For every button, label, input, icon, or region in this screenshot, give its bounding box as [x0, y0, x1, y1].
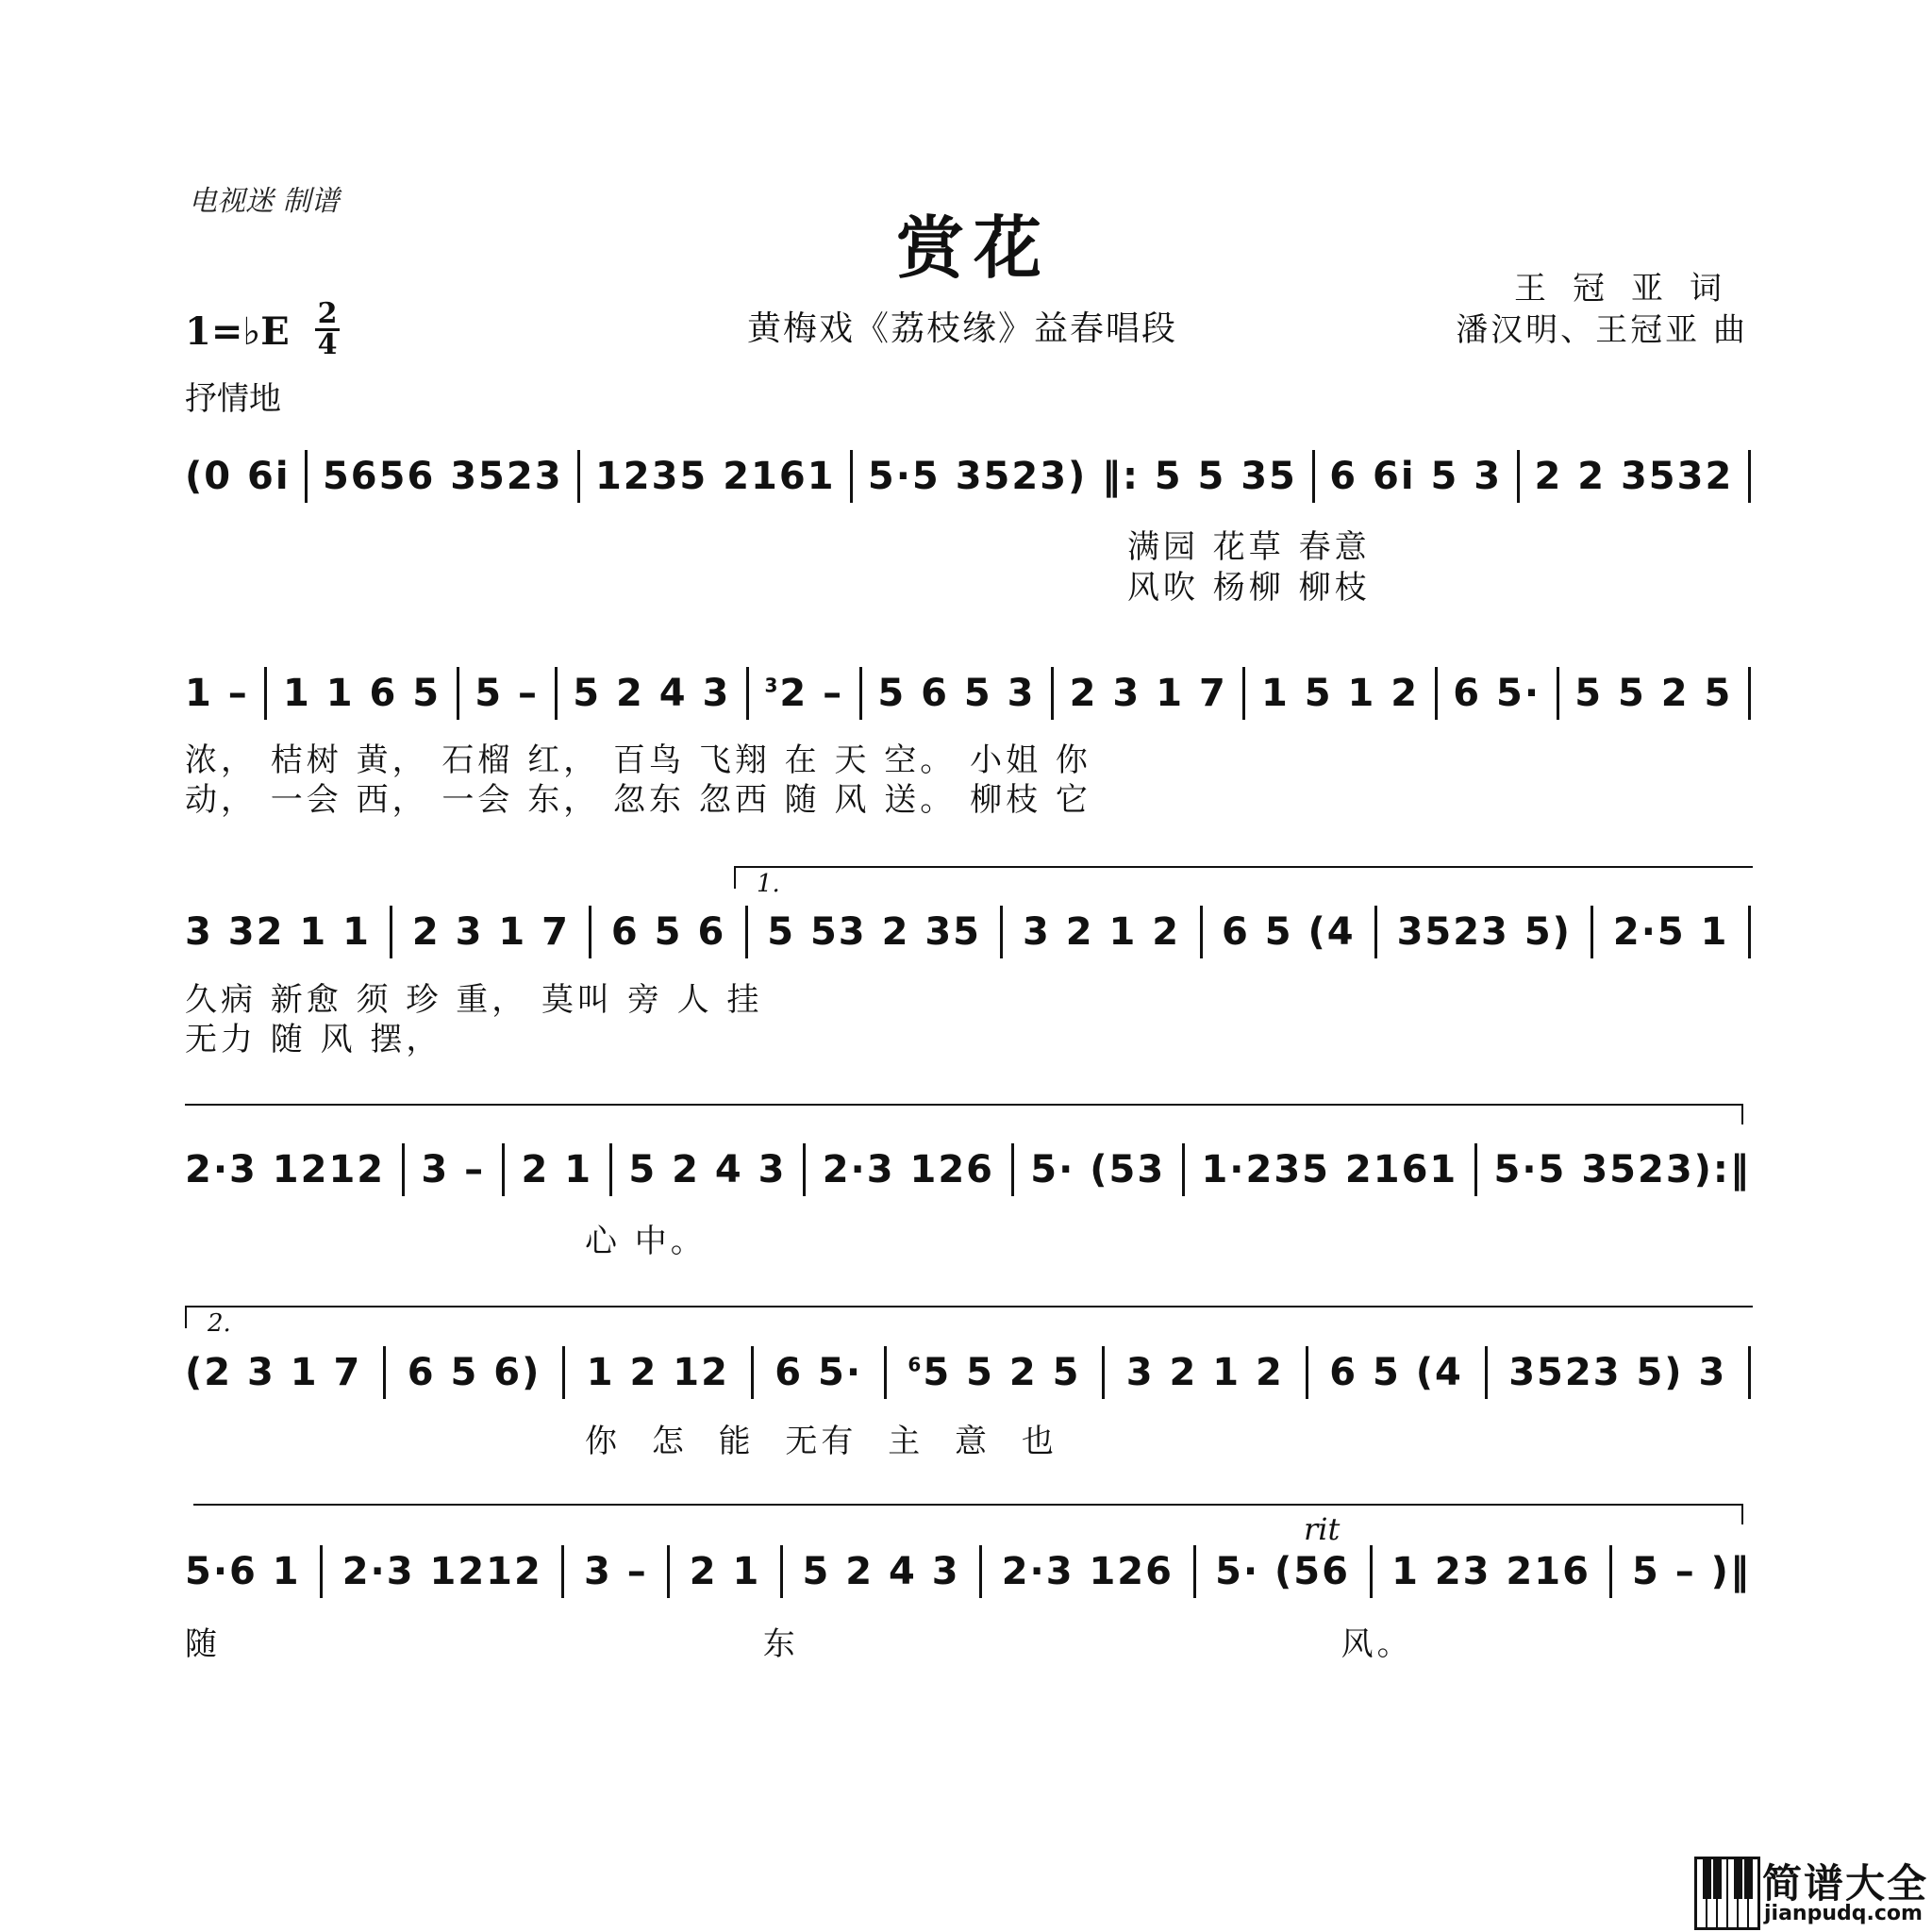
note-group: 6 5 (4: [1221, 910, 1356, 954]
barline: [1182, 1143, 1185, 1196]
lyrics-line-5-verse-1: 你 怎 能 无有 主 意 也: [585, 1423, 1058, 1460]
note-group: 5 5 2 5: [923, 1351, 1081, 1394]
transcriber-credit: 电视迷 制谱: [189, 185, 340, 218]
final-group: 5 – )‖: [1632, 1550, 1751, 1593]
barline: [390, 906, 392, 958]
barline: [1748, 667, 1751, 720]
grace-note: 3: [764, 674, 780, 697]
lyrics-line-3-verse-2: 无力 随 风 摆，: [185, 1021, 442, 1058]
watermark-name: 简谱大全: [1762, 1860, 1929, 1907]
note-group: 1 –: [185, 672, 249, 715]
barline: [1748, 906, 1751, 958]
note-group: 5 53 2 35: [767, 910, 981, 954]
note-group: 3523 5) 3: [1508, 1351, 1727, 1394]
barline: [561, 1545, 564, 1598]
tempo-marking: 抒情地: [185, 380, 281, 418]
time-signature: [313, 297, 341, 361]
barline: [1474, 1143, 1477, 1196]
note-group: 5 2 4 3: [573, 672, 731, 715]
notes-row: [185, 904, 1751, 960]
barline: [264, 667, 267, 720]
note-group: 2·3 126: [822, 1148, 994, 1191]
key-signature: 1=♭E: [185, 309, 290, 354]
note-group: 2 –: [779, 672, 844, 715]
note-group: 6 5·: [1453, 672, 1541, 715]
second-ending-number: 2.: [208, 1309, 231, 1338]
barline: [1102, 1346, 1105, 1399]
note-group: 2 1: [521, 1148, 593, 1191]
barline: [457, 667, 459, 720]
first-ending-bracket-continued: [185, 1104, 1743, 1124]
note-group: 2·3 1212: [185, 1148, 386, 1191]
score-line-4: [185, 1141, 1751, 1226]
barline: [884, 1346, 887, 1399]
lyrics-line-3-verse-1: 久病 新愈 须 珍 重， 莫叫 旁 人 挂: [185, 981, 763, 1019]
lyrics-line-2-verse-1: 浓， 桔树 黄， 石榴 红， 百鸟 飞翔 在 天 空。 小姐 你: [185, 741, 1091, 779]
barline: [555, 667, 558, 720]
repeat-end-group: 5·5 3523):‖: [1493, 1148, 1751, 1191]
barline: [859, 667, 862, 720]
note-group: 5 6 5 3: [877, 672, 1036, 715]
barline: [1312, 450, 1315, 503]
barline: [1485, 1346, 1488, 1399]
barline: [1011, 1143, 1014, 1196]
note-group: (0 6i: [185, 455, 291, 498]
barline: [746, 667, 749, 720]
lyrics-line-6-verse-1: 随 东 风。: [185, 1625, 1413, 1663]
note-group: 1 2 12: [586, 1351, 729, 1394]
barline: [1051, 667, 1054, 720]
note-group: 5656 3523: [322, 455, 563, 498]
note-group: 5 5 35: [1154, 455, 1297, 498]
watermark-url: jianpudq.com: [1764, 1902, 1923, 1925]
site-watermark: [1687, 1847, 1932, 1932]
note-group: 5 2 4 3: [628, 1148, 787, 1191]
note-group: 3 32 1 1: [185, 910, 371, 954]
lyricist-credit: 王冠亚词: [1514, 270, 1748, 308]
note-group: 1·235 2161: [1201, 1148, 1458, 1191]
barline: [402, 1143, 405, 1196]
barline: [1193, 1545, 1196, 1598]
note-group: 1235 2161: [594, 455, 836, 498]
note-group: 2 2 3532: [1534, 455, 1734, 498]
lyrics-line-2-verse-2: 动， 一会 西， 一会 东， 忽东 忽西 随 风 送。 柳枝 它: [185, 781, 1091, 819]
note-group: 2·5 1: [1612, 910, 1729, 954]
barline: [577, 450, 580, 503]
notes-row: [185, 1141, 1751, 1198]
note-group: 5·6 1: [185, 1550, 301, 1593]
barline: [751, 1346, 754, 1399]
barline: [979, 1545, 982, 1598]
lyrics-line-4-verse-1: 心 中。: [585, 1223, 707, 1260]
repeat-start-sign: ‖:: [1102, 455, 1140, 498]
score-line-6: [185, 1543, 1751, 1628]
time-signature-top: 2: [317, 297, 338, 330]
note-group: 6 5 6): [407, 1351, 541, 1394]
note-group: 1 1 6 5: [282, 672, 441, 715]
note-group: 3 2 1 2: [1125, 1351, 1284, 1394]
second-ending-bracket-continued: [193, 1504, 1743, 1524]
second-ending-bracket: [185, 1306, 1753, 1328]
barline: [1000, 906, 1003, 958]
barline: [305, 450, 308, 503]
ritardando-marking: rit: [1304, 1511, 1341, 1547]
note-group: 2·3 1212: [341, 1550, 542, 1593]
barline: [780, 1545, 783, 1598]
note-group: 2·3 126: [1001, 1550, 1174, 1593]
grace-note: 6: [908, 1353, 924, 1376]
note-group: 5 2 4 3: [802, 1550, 960, 1593]
first-ending-number: 1.: [757, 870, 780, 898]
note-group: 5· (56: [1215, 1550, 1350, 1593]
barline: [1242, 667, 1245, 720]
note-group: 6 6i 5 3: [1329, 455, 1503, 498]
note-group-with-grace: [765, 672, 844, 715]
lyrics-line-1-verse-2: 风吹 杨柳 柳枝: [1127, 569, 1371, 607]
notes-row: [185, 1543, 1751, 1600]
note-group: 6 5 (4: [1329, 1351, 1463, 1394]
barline: [609, 1143, 612, 1196]
barline: [1370, 1545, 1373, 1598]
note-group: (2 3 1 7: [185, 1351, 362, 1394]
note-group: 5 –: [475, 672, 540, 715]
time-signature-bottom: 4: [317, 328, 338, 361]
barline: [1748, 450, 1751, 503]
notes-row: [185, 665, 1751, 722]
first-ending-bracket: [734, 866, 1753, 889]
barline: [502, 1143, 505, 1196]
barline: [803, 1143, 806, 1196]
lyrics-line-1-verse-1: 满园 花草 春意: [1127, 528, 1371, 566]
barline: [1748, 1346, 1751, 1399]
note-group: 6 5 6: [610, 910, 726, 954]
barline: [1557, 667, 1559, 720]
note-group: 3 2 1 2: [1022, 910, 1181, 954]
notes-row: [185, 1344, 1751, 1401]
barline: [1517, 450, 1520, 503]
song-subtitle: 黄梅戏《荔枝缘》益春唱段: [747, 309, 1178, 348]
barline: [1306, 1346, 1308, 1399]
barline: [1374, 906, 1377, 958]
barline: [589, 906, 591, 958]
note-group: 5· (53: [1030, 1148, 1166, 1191]
composer-credit: 潘汉明、王冠亚 曲: [1456, 311, 1748, 349]
note-group: 2 1: [689, 1550, 761, 1593]
barline: [1591, 906, 1593, 958]
note-group: 3 –: [421, 1148, 486, 1191]
note-group: 5·5 3523): [867, 455, 1088, 498]
piano-keys-icon: [1694, 1857, 1760, 1930]
barline: [850, 450, 853, 503]
note-group: 2 3 1 7: [1069, 672, 1227, 715]
barline: [667, 1545, 670, 1598]
note-group: 1 5 1 2: [1260, 672, 1420, 715]
barline: [562, 1346, 565, 1399]
note-group: 1 23 216: [1391, 1550, 1591, 1593]
note-group: 3 –: [583, 1550, 648, 1593]
notes-row: [185, 448, 1751, 505]
song-title: 赏花: [896, 208, 1052, 288]
note-group: 3523 5): [1396, 910, 1572, 954]
barline: [1200, 906, 1203, 958]
note-group-with-grace: [908, 1351, 1080, 1394]
barline: [383, 1346, 386, 1399]
note-group: 5 5 2 5: [1574, 672, 1733, 715]
barline: [745, 906, 748, 958]
note-group: 2 3 1 7: [411, 910, 570, 954]
barline: [320, 1545, 323, 1598]
note-group: 6 5·: [774, 1351, 863, 1394]
barline: [1609, 1545, 1612, 1598]
barline: [1435, 667, 1438, 720]
